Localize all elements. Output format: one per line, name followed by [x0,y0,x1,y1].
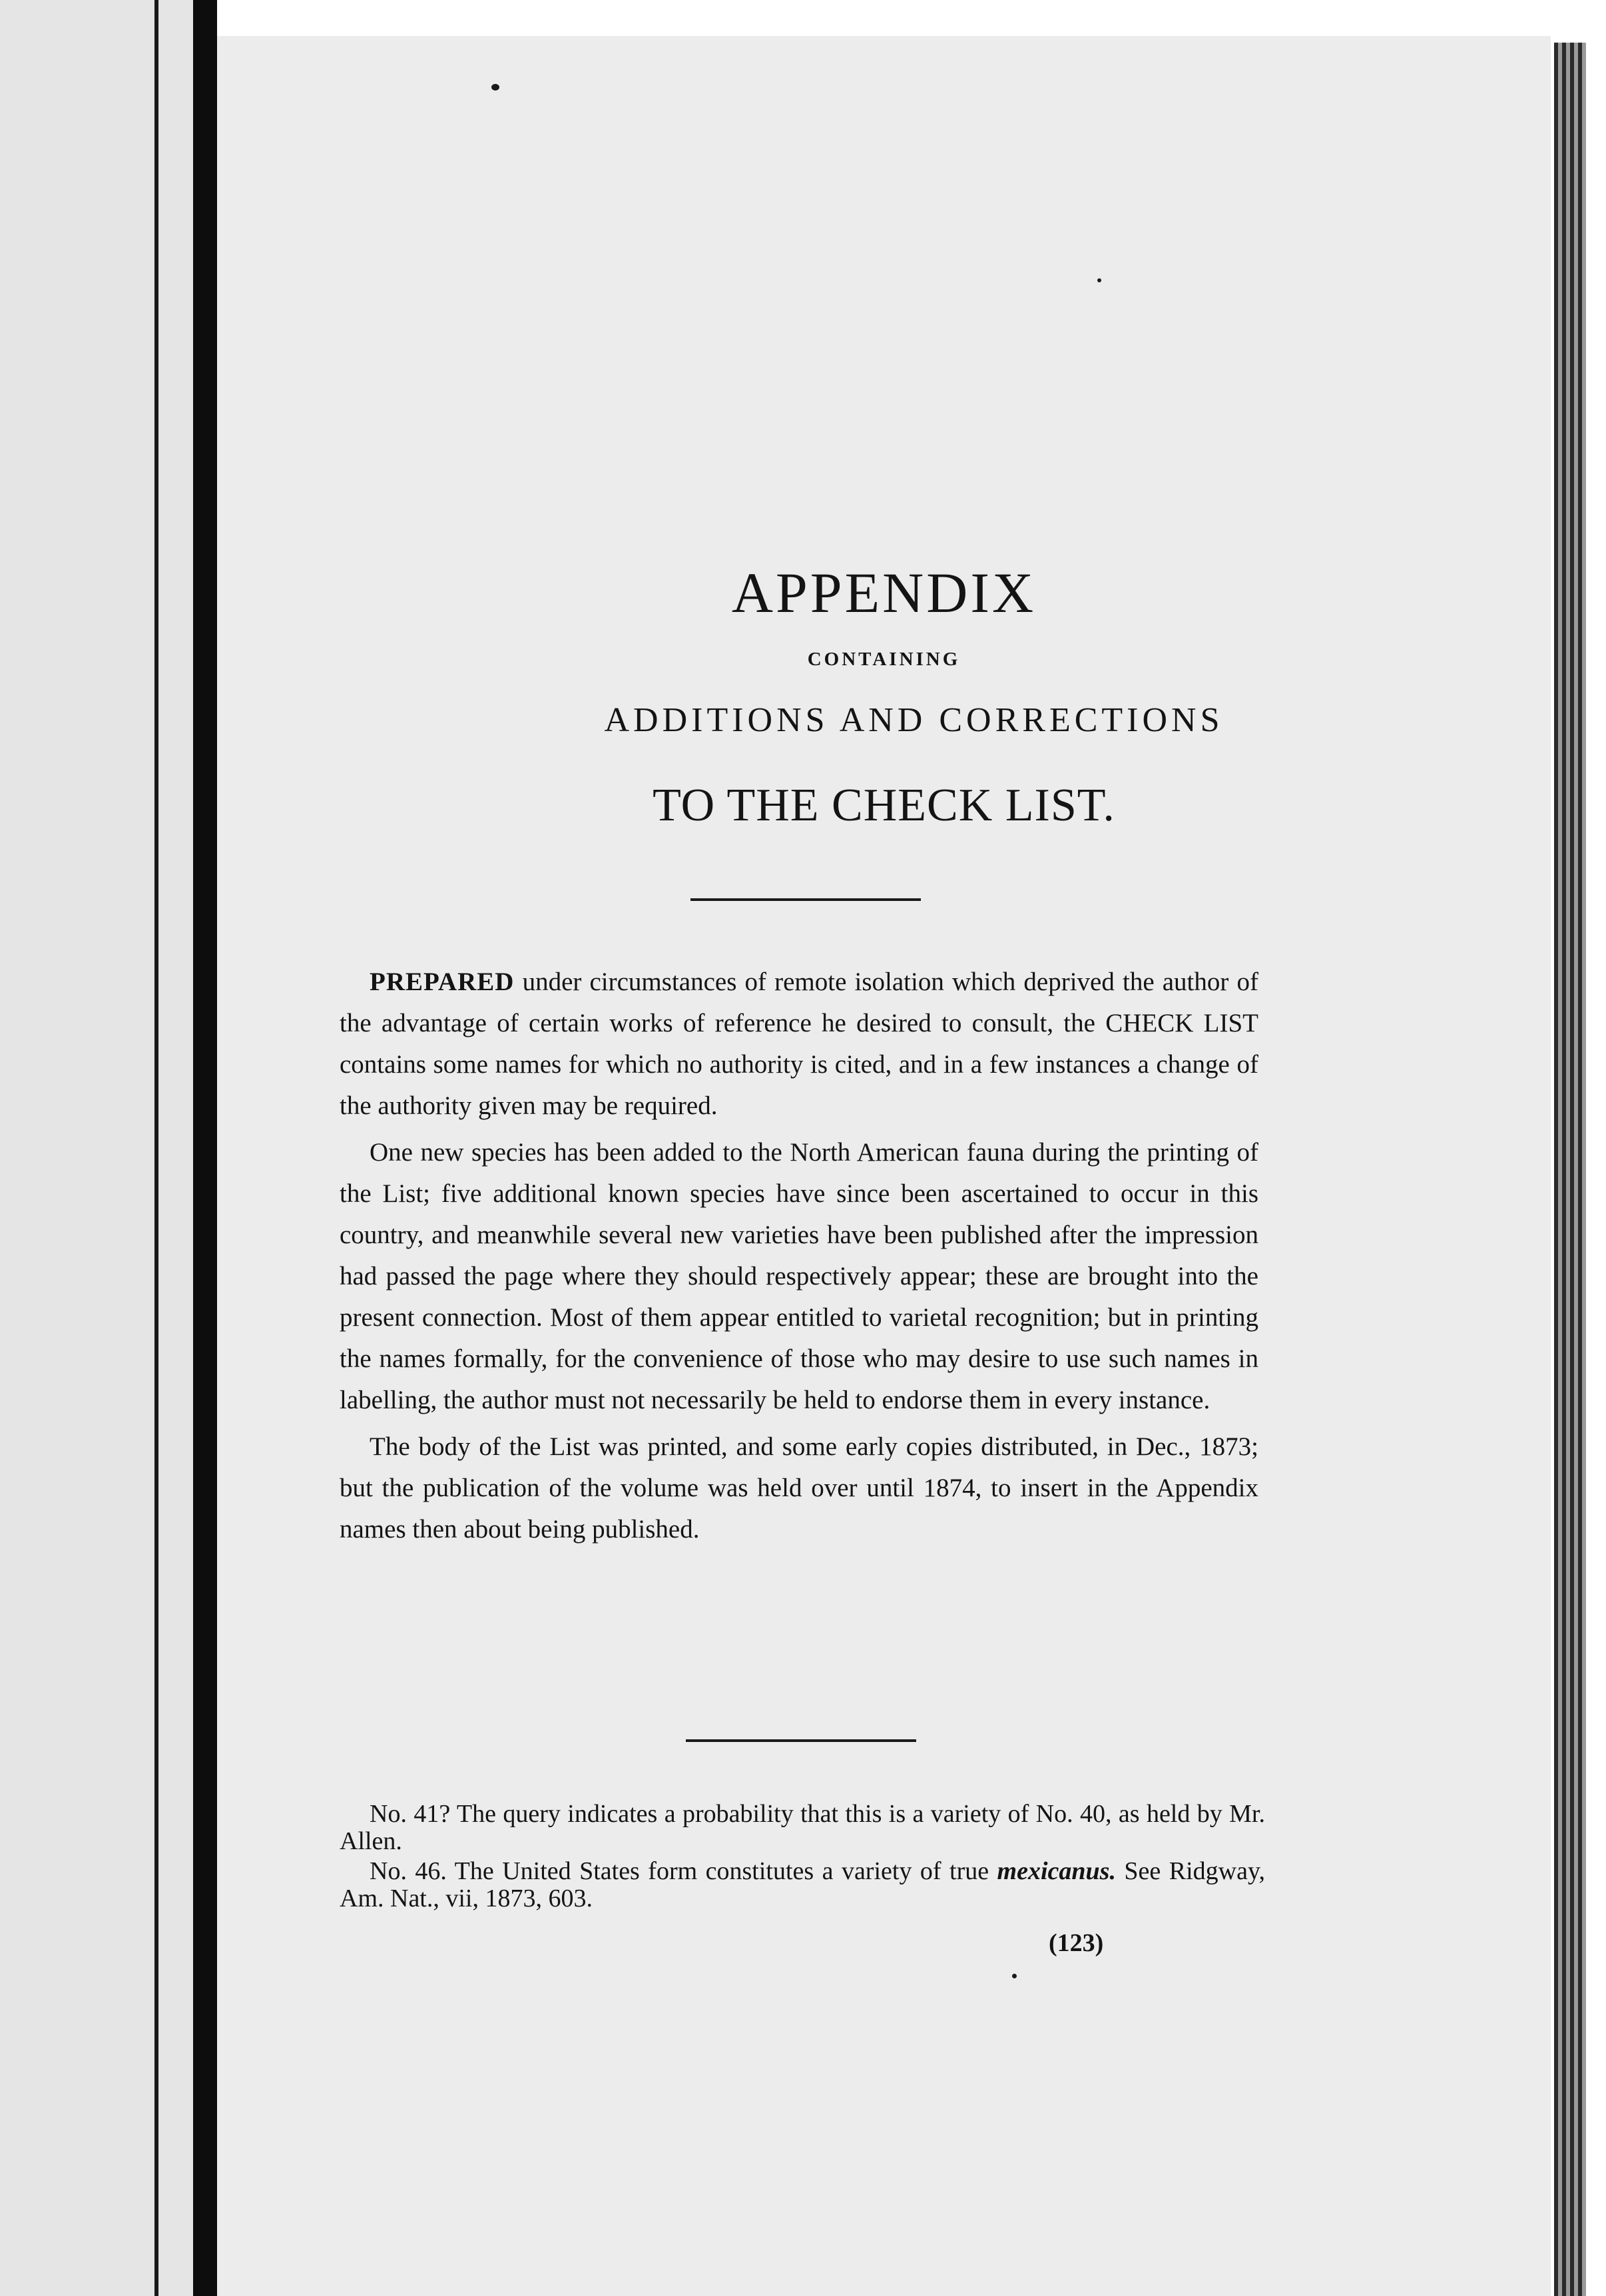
footnote-1: No. 41? The query indicates a probability that this is a variety of No. 40, as held by Mr. Allen. [340,1800,1265,1855]
paragraph-3: The body of the List was printed, and some early copies distributed, in Dec., 1873; but the publication of the volume was held over until 1874, to insert in the Appendix names then about being published. [340,1432,1258,1544]
previous-page-sliver [0,0,193,2296]
previous-page-edge [154,0,158,2296]
scan-speck [1097,278,1101,282]
paragraph-2: One new species has been added to the North American fauna during the printing of the List; five additional known species have since been ascertained to occur in this country, and meanwhile several new varieties have been published after the impression had passed the page where they should respectively appear; these are brought into the present connection. Most of them appear entitled to varietal recognition; but in printing the names formally, for the convenience of those who may desire to use such names in labelling, the author must not necessarily be held to endorse them in every instance. [340,1138,1258,1414]
subtitle-check-list: TO THE CHECK LIST. [653,780,1115,831]
page-edge-line [1562,43,1566,2296]
footnote-2-start: No. 46. The United States form constitutes a variety of true [370,1857,997,1885]
footnote-2 [340,1858,1265,1912]
scan-speck [1012,1974,1017,1978]
subtitle: ADDITIONS AND CORRECTIONS [604,701,1224,739]
page-edge-line [1554,43,1558,2296]
footnote-2-end: See Ridgway, Am. Nat., vii, 1873, 603. [340,1857,1265,1912]
page-edge-line [1570,43,1574,2296]
paragraph-1-text: under circumstances of remote isolation which deprived the author of the advantage of certain works of reference he desired to consult, the CHECK LIST contains some names for which no authority is cited, and in a few instances a change of the authority given may be required. [340,968,1258,1120]
scan-speck [491,84,499,91]
body-text [340,962,1258,1556]
lead-word: PREPARED [370,968,515,996]
footnotes [340,1801,1265,1915]
page-title: APPENDIX [731,561,1037,625]
book-gutter [193,0,217,2296]
footnote-2-italic: mexicanus. [997,1857,1116,1885]
page-number: (123) [1049,1929,1104,1957]
divider-rule [686,1739,916,1742]
divider-rule [690,898,921,901]
paragraph-1 [340,962,1258,1127]
subtitle-connector: CONTAINING [807,649,961,670]
page-edge-line [1578,43,1582,2296]
